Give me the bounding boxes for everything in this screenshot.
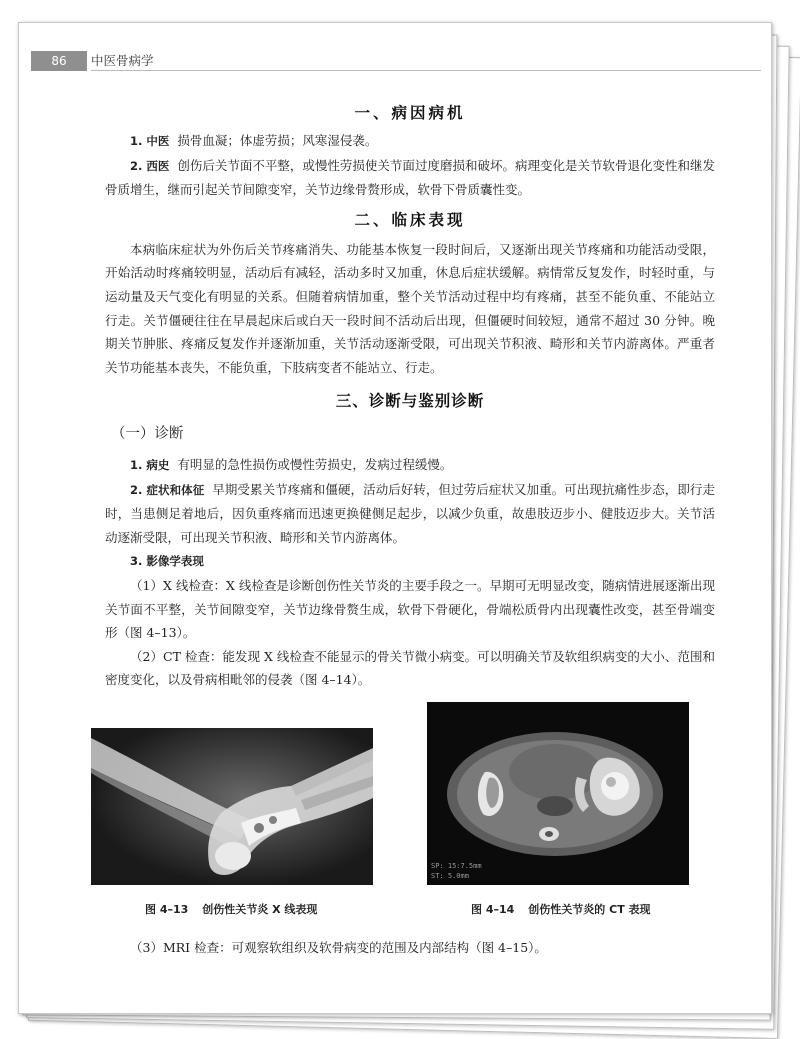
item-text: 有明显的急性损伤或慢性劳损史，发病过程缓慢。 <box>177 456 453 472</box>
item-label: 1. 中医 <box>130 134 170 148</box>
figure-number: 图 4–14 <box>471 902 515 916</box>
paragraph-mri: （3）MRI 检查：可观察软组织及软骨病变的范围及内部结构（图 4–15）。 <box>130 939 547 955</box>
ct-figure <box>427 702 689 885</box>
figure-caption-text: 创伤性关节炎的 CT 表现 <box>528 902 651 916</box>
paragraph-imaging-label <box>105 549 715 574</box>
figure-number: 图 4–13 <box>145 902 189 916</box>
running-header <box>19 51 771 71</box>
figure-caption <box>145 898 317 922</box>
item-text: 损骨血凝；体虚劳损；风寒湿侵袭。 <box>177 133 378 148</box>
paragraph-tcm <box>105 129 715 154</box>
subheading-diagnosis: （一）诊断 <box>111 426 184 443</box>
figure-caption <box>471 898 651 922</box>
item-label: 2. 症状和体征 <box>130 482 205 497</box>
xray-image <box>91 728 373 885</box>
figure-caption-text: 创伤性关节炎 X 线表现 <box>202 902 318 916</box>
item-text: 早期受累关节疼痛和僵硬，活动后好转，但过劳后症状又加重。可出现抗痛性步态，即行走时，当患侧足着地后，因负重疼痛而迅速更换健侧足起步，以减少负重，故患肢迈步小、健肢迈步大。关节活动逐渐受限，可出现关节积液、畸形和关节内游离体。 <box>105 481 715 545</box>
section-heading-clinical: 二、临床表现 <box>354 210 466 229</box>
paragraph-clinical: 本病临床症状为外伤后关节疼痛消失、功能基本恢复一段时间后，又逐渐出现关节疼痛和功能活动受限，开始活动时疼痛较明显，活动后有减轻，活动多时又加重，休息后症状缓解。病情常反复发作，时轻时重，与运动量及天气变化有明显的关系。但随着病情加重，整个关节活动过程中均有疼痛，甚至不能负重、不能站立行走。关节僵硬往往在早晨起床后或白天一段时间不活动后出现，但僵硬时间较短，通常不超过 30 分钟。晚期关节肿胀、疼痛反复发作并逐渐加重，关节活动逐渐受限，可出现关节积液、畸形和关节内游离体。严重者关节功能基本丧失，不能负重，下肢病变者不能站立、行走。 <box>105 241 715 375</box>
figure-row <box>105 702 715 930</box>
paragraph-symptoms <box>105 478 715 550</box>
item-label: 2. 西医 <box>130 158 170 173</box>
paragraph-xray: （1）X 线检查：X 线检查是诊断创伤性关节炎的主要手段之一。早期可无明显改变，随病情进展逐渐出现关节面不平整，关节间隙变窄，关节边缘骨赘生成，软骨下骨硬化，骨端松质骨内出现囊性改变，甚至骨端变形（图 4–13）。 <box>105 577 715 641</box>
page-content <box>105 101 715 959</box>
item-text: 创伤后关节面不平整，或慢性劳损使关节面过度磨损和破坏。病理变化是关节软骨退化变性和继发骨质增生，继而引起关节间隙变窄，关节边缘骨赘形成，软骨下骨质囊性变。 <box>105 157 715 198</box>
header-rule <box>91 70 761 71</box>
section-heading-etiology: 一、病因病机 <box>354 104 466 122</box>
item-label: 1. 病史 <box>130 457 170 472</box>
section-heading-diagnosis: 三、诊断与鉴别诊断 <box>335 392 485 411</box>
book-title: 中医骨病学 <box>91 53 154 68</box>
paragraph-history <box>105 453 715 478</box>
ct-image <box>427 702 689 885</box>
item-label: 3. 影像学表现 <box>130 554 204 569</box>
page-number: 86 <box>31 51 87 71</box>
book-page <box>18 22 772 1014</box>
ct-overlay-line2: ST: 5.0mm <box>431 871 469 880</box>
xray-figure <box>91 728 373 885</box>
paragraph-ct: （2）CT 检查：能发现 X 线检查不能显示的骨关节微小病变。可以明确关节及软组织病变的大小、范围和密度变化，以及骨病相毗邻的侵袭（图 4–14）。 <box>105 648 715 688</box>
paragraph-western <box>105 154 715 202</box>
ct-overlay-line1: SP: 15:7.5mm <box>431 861 482 870</box>
